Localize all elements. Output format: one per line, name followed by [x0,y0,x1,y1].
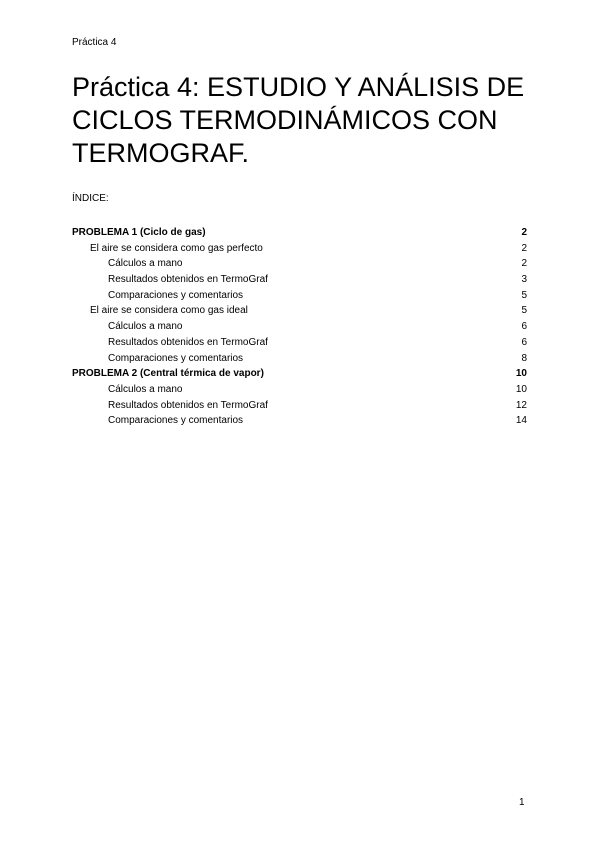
toc-entry-label: Cálculos a mano [108,321,183,333]
toc-entry-label: Cálculos a mano [108,258,183,270]
toc-entry-page: 6 [521,336,527,348]
toc-entry-page: 14 [515,415,527,427]
toc-entry-page: 5 [521,289,527,301]
title-line: Práctica 4: ESTUDIO Y ANÁLISIS DE [72,72,525,102]
toc-entry-label: Cálculos a mano [108,383,183,395]
toc-entry-page: 2 [521,242,527,254]
toc-entry-page: 5 [521,305,527,317]
toc-entry-label: Comparaciones y comentarios [108,415,244,427]
toc-entry-page: 10 [515,383,527,395]
toc-heading: ÍNDICE: [72,193,109,204]
toc-entry[interactable] [72,415,527,431]
toc-entry[interactable] [72,321,527,337]
toc-entry[interactable] [72,368,527,384]
toc-entry-label: Comparaciones y comentarios [108,289,244,301]
toc-entry-page: 6 [521,321,527,333]
title-line: CICLOS TERMODINÁMICOS CON [72,105,498,135]
toc-entry[interactable] [72,290,527,306]
page-number: 1 [519,797,525,808]
document-title [72,71,542,170]
toc-entry-page: 2 [521,227,527,238]
toc-entry-page: 3 [521,274,527,286]
toc-entry-label: Resultados obtenidos en TermoGraf [108,274,268,286]
table-of-contents [72,227,527,431]
toc-entry[interactable] [72,384,527,400]
title-line: TERMOGRAF. [72,138,250,168]
toc-entry[interactable] [72,353,527,369]
toc-entry-label: Resultados obtenidos en TermoGraf [108,336,268,348]
toc-entry[interactable] [72,400,527,416]
toc-entry-label: PROBLEMA 1 (Ciclo de gas) [72,227,206,238]
toc-entry-label: Resultados obtenidos en TermoGraf [108,399,268,411]
toc-entry-page: 8 [521,352,527,364]
toc-entry[interactable] [72,337,527,353]
toc-entry[interactable] [72,305,527,321]
toc-entry[interactable] [72,243,527,259]
toc-entry[interactable] [72,258,527,274]
toc-entry-label: PROBLEMA 2 (Central térmica de vapor) [72,368,264,380]
toc-entry-page: 2 [521,258,527,270]
toc-entry-page: 12 [515,399,527,411]
toc-entry[interactable] [72,227,527,243]
toc-entry-page: 10 [515,368,527,380]
running-header: Práctica 4 [72,37,117,48]
toc-entry-label: El aire se considera como gas perfecto [90,242,263,254]
toc-entry-label: El aire se considera como gas ideal [90,305,248,317]
toc-entry-label: Comparaciones y comentarios [108,352,244,364]
toc-entry[interactable] [72,274,527,290]
